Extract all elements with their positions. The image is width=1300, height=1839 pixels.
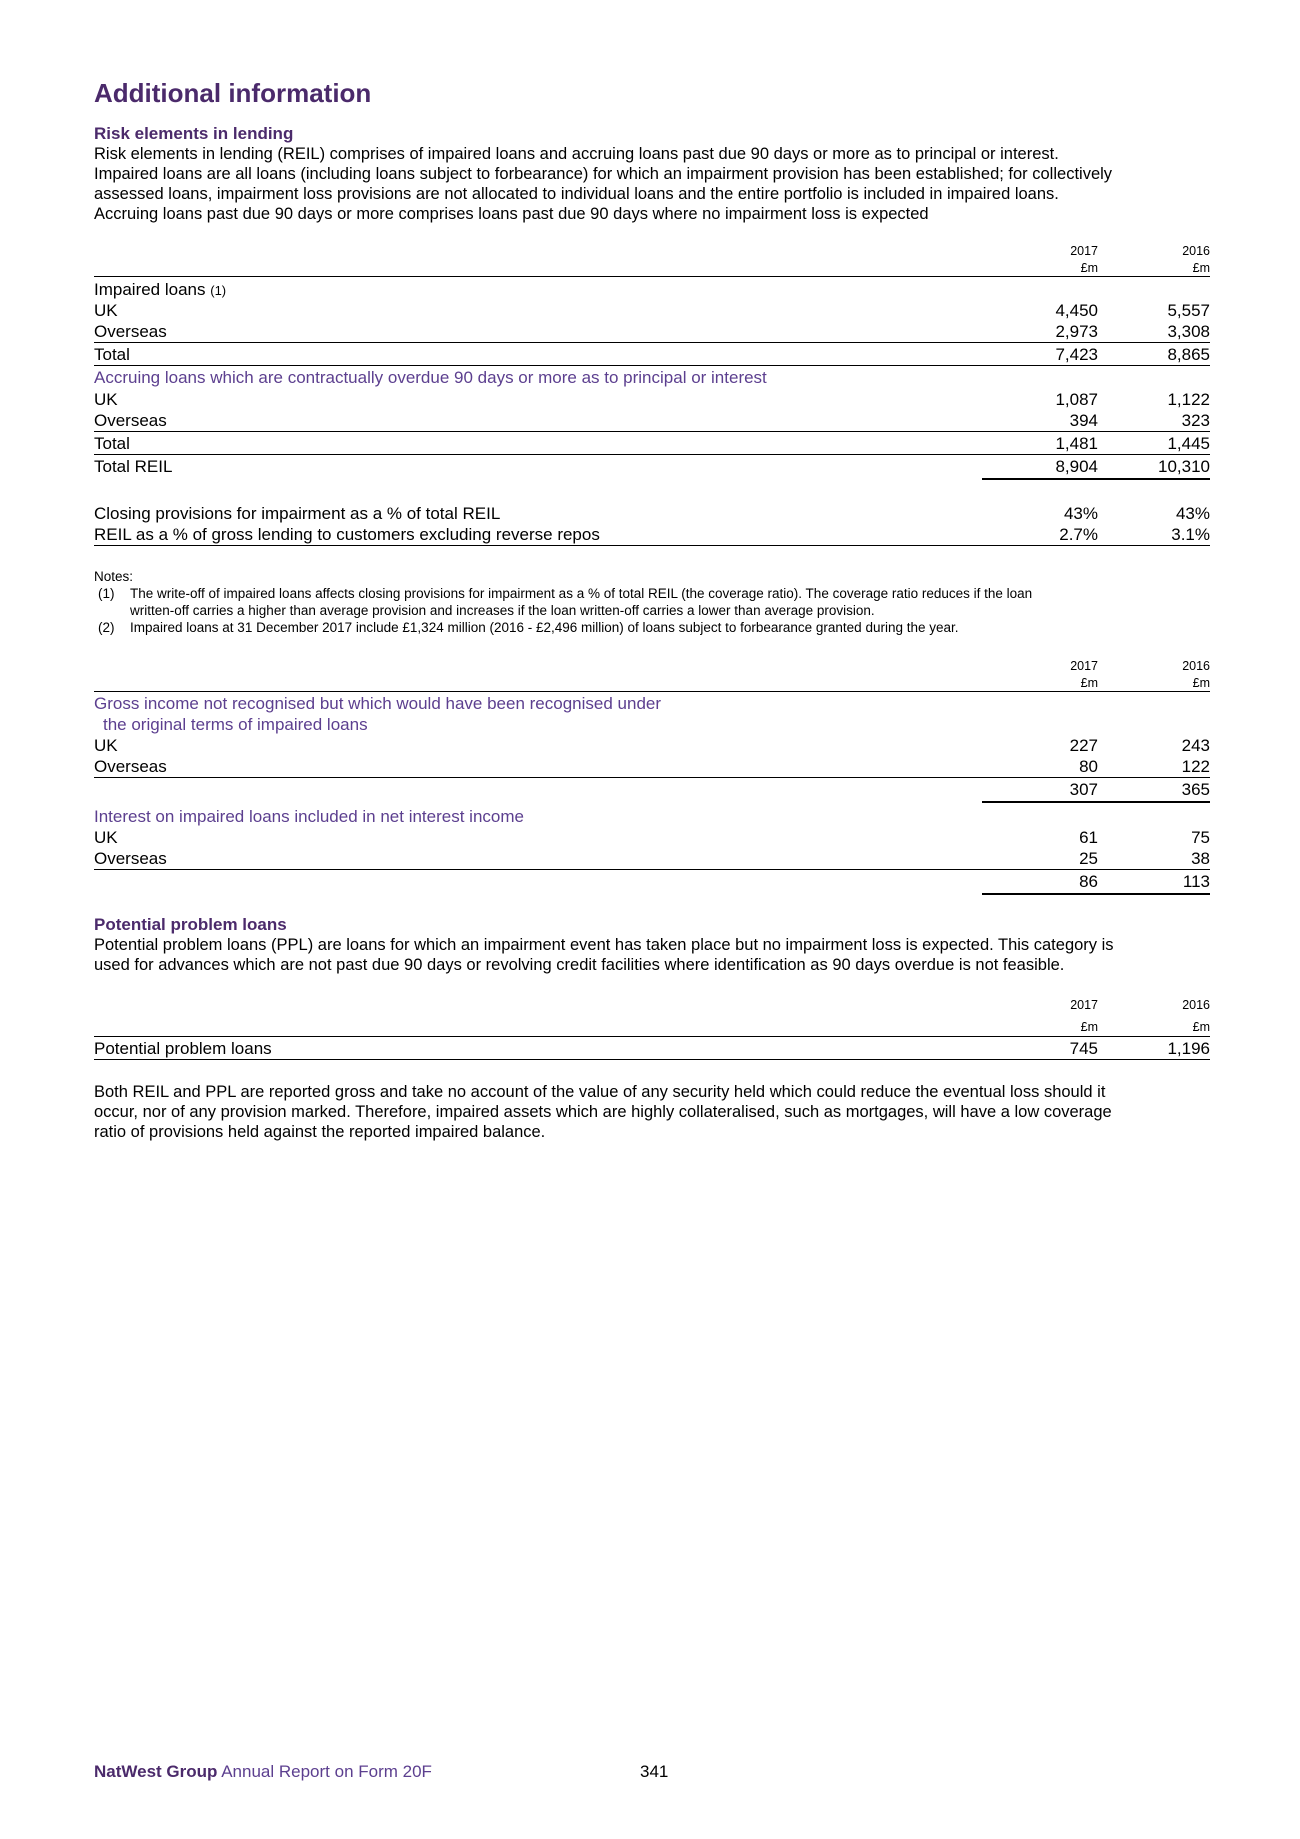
row-label: UK bbox=[94, 736, 118, 755]
col-year-2017: 2017 bbox=[1070, 659, 1098, 673]
footer-report-title: Annual Report on Form 20F bbox=[221, 1762, 432, 1781]
reil-heading: Risk elements in lending bbox=[94, 124, 294, 143]
total-reil-row bbox=[94, 456, 1210, 477]
value-2017: 227 bbox=[1069, 736, 1098, 755]
table-row bbox=[94, 410, 1210, 431]
col-unit-2016: £m bbox=[1192, 1020, 1210, 1034]
value-2017: 2.7% bbox=[1059, 525, 1098, 544]
table-rule bbox=[94, 869, 1210, 870]
footer-brand: NatWest Group bbox=[94, 1762, 218, 1781]
col-unit-2017: £m bbox=[1080, 676, 1098, 690]
value-2016: 1,445 bbox=[1167, 434, 1210, 453]
value-2017: 745 bbox=[1069, 1039, 1098, 1058]
row-label: UK bbox=[94, 301, 118, 320]
note-line: written-off carries a higher than average provision and increases if the loan written-off carries a lower than average provision. bbox=[130, 603, 875, 618]
value-2017: 307 bbox=[1069, 780, 1098, 799]
col-year-2017: 2017 bbox=[1070, 244, 1098, 258]
ppl-row bbox=[94, 1038, 1210, 1059]
interest-heading: Interest on impaired loans included in net interest income bbox=[94, 807, 524, 826]
closing-line: occur, nor of any provision marked. Therefore, impaired assets which are highly collateralised, such as mortgages, will have a low coverage bbox=[94, 1103, 1112, 1121]
value-2016: 43% bbox=[1175, 504, 1210, 523]
row-label: Potential problem loans bbox=[94, 1039, 272, 1058]
note-line: The write-off of impaired loans affects closing provisions for impairment as a % of total REIL (the coverage ratio). The coverage ratio reduces if the loan bbox=[130, 586, 1033, 601]
value-2016: 1,196 bbox=[1167, 1039, 1210, 1058]
row-label: UK bbox=[94, 390, 118, 409]
table-row bbox=[94, 827, 1210, 848]
note-number: (2) bbox=[98, 620, 115, 635]
value-2016: 323 bbox=[1181, 411, 1210, 430]
row-label: Total bbox=[94, 434, 130, 453]
table-rule bbox=[94, 276, 1210, 277]
value-2016: 75 bbox=[1191, 828, 1210, 847]
value-2016: 3,308 bbox=[1167, 322, 1210, 341]
impaired-loans-heading-row bbox=[94, 279, 1210, 300]
ppl-description bbox=[94, 935, 1210, 975]
note-line: Impaired loans at 31 December 2017 include £1,324 million (2016 - £2,496 million) of loans subject to forbearance granted during the year. bbox=[130, 620, 959, 635]
col-year-2016: 2016 bbox=[1182, 998, 1210, 1012]
value-2016: 1,122 bbox=[1167, 390, 1210, 409]
col-year-2016: 2016 bbox=[1182, 244, 1210, 258]
value-2016: 5,557 bbox=[1167, 301, 1210, 320]
accruing-heading-row bbox=[94, 367, 1210, 388]
table-row bbox=[94, 756, 1210, 777]
subtotal-row bbox=[94, 779, 1210, 800]
note-text bbox=[130, 585, 1032, 619]
gross-income-heading-row bbox=[94, 693, 1210, 714]
row-label: Overseas bbox=[94, 757, 167, 776]
row-label: Overseas bbox=[94, 411, 167, 430]
accruing-loans-heading: Accruing loans which are contractually overdue 90 days or more as to principal or interest bbox=[94, 368, 767, 387]
value-2016: 38 bbox=[1191, 849, 1210, 868]
page-number: 341 bbox=[640, 1762, 669, 1781]
table-rule bbox=[94, 545, 1210, 546]
closing-line: ratio of provisions held against the reported impaired balance. bbox=[94, 1123, 546, 1141]
table-rule bbox=[94, 691, 1210, 692]
row-label: Closing provisions for impairment as a % of total REIL bbox=[94, 504, 501, 523]
row-label: Overseas bbox=[94, 849, 167, 868]
value-2017: 43% bbox=[1063, 504, 1098, 523]
reil-description-line: Impaired loans are all loans (including loans subject to forbearance) for which an impairment provision has been established; for collectively bbox=[94, 165, 1113, 183]
col-unit-2017: £m bbox=[1080, 1020, 1098, 1034]
table-rule bbox=[94, 342, 1210, 343]
table-rule bbox=[94, 777, 1210, 778]
table-row bbox=[94, 321, 1210, 342]
reil-description bbox=[94, 144, 1210, 224]
value-2017: 8,904 bbox=[1055, 457, 1098, 476]
value-2016: 10,310 bbox=[1158, 457, 1210, 476]
col-unit-2016: £m bbox=[1192, 676, 1210, 690]
ppl-heading: Potential problem loans bbox=[94, 915, 287, 934]
reil-description-line: assessed loans, impairment loss provisions are not allocated to individual loans and the entire portfolio is included in impaired loans. bbox=[94, 185, 1059, 203]
total-rule bbox=[982, 801, 1210, 803]
interest-heading-row bbox=[94, 806, 1210, 827]
reil-description-line: Risk elements in lending (REIL) comprises of impaired loans and accruing loans past due 90 days or more as to principal or interest. bbox=[94, 145, 1059, 163]
gross-income-heading-cont: the original terms of impaired loans bbox=[103, 715, 368, 734]
reil-description-line: Accruing loans past due 90 days or more comprises loans past due 90 days where no impairment loss is expected bbox=[94, 205, 929, 223]
value-2017: 394 bbox=[1069, 411, 1098, 430]
value-2016: 8,865 bbox=[1167, 345, 1210, 364]
table-row bbox=[94, 300, 1210, 321]
impaired-loans-heading: Impaired loans bbox=[94, 280, 206, 299]
value-2017: 86 bbox=[1079, 872, 1098, 891]
value-2016: 113 bbox=[1182, 872, 1210, 891]
row-label: Total REIL bbox=[94, 457, 173, 476]
total-rule bbox=[982, 893, 1210, 895]
ppl-description-line: Potential problem loans (PPL) are loans for which an impairment event has taken place but no impairment loss is expected. This category is bbox=[94, 936, 1114, 954]
closing-line: Both REIL and PPL are reported gross and take no account of the value of any security held which could reduce the eventual loss should it bbox=[94, 1083, 1106, 1101]
note-text bbox=[130, 619, 959, 636]
value-2017: 25 bbox=[1079, 849, 1098, 868]
note-number: (1) bbox=[98, 586, 115, 601]
value-2017: 1,087 bbox=[1055, 390, 1098, 409]
ppl-description-line: used for advances which are not past due 90 days or revolving credit facilities where identification as 90 days overdue is not feasible. bbox=[94, 956, 1065, 974]
table-rule bbox=[94, 1036, 1210, 1037]
table-row bbox=[94, 735, 1210, 756]
row-label: UK bbox=[94, 828, 118, 847]
value-2016: 243 bbox=[1181, 736, 1210, 755]
table-row bbox=[94, 848, 1210, 869]
value-2017: 7,423 bbox=[1055, 345, 1098, 364]
value-2016: 122 bbox=[1181, 757, 1210, 776]
value-2017: 4,450 bbox=[1055, 301, 1098, 320]
table-rule bbox=[94, 365, 1210, 366]
page-title: Additional information bbox=[94, 78, 372, 108]
value-2016: 3.1% bbox=[1171, 525, 1210, 544]
row-label: Overseas bbox=[94, 322, 167, 341]
value-2017: 61 bbox=[1079, 828, 1098, 847]
col-year-2016: 2016 bbox=[1182, 659, 1210, 673]
col-year-2017: 2017 bbox=[1070, 998, 1098, 1012]
col-unit-2016: £m bbox=[1192, 261, 1210, 275]
closing-paragraph bbox=[94, 1082, 1210, 1142]
footer bbox=[94, 1762, 432, 1782]
table-row bbox=[94, 433, 1210, 454]
value-2017: 2,973 bbox=[1055, 322, 1098, 341]
value-2017: 80 bbox=[1079, 757, 1098, 776]
gross-income-heading: Gross income not recognised but which would have been recognised under bbox=[94, 694, 662, 713]
col-unit-2017: £m bbox=[1080, 261, 1098, 275]
table-row bbox=[94, 344, 1210, 365]
table-rule bbox=[94, 431, 1210, 432]
table-row bbox=[94, 389, 1210, 410]
table-rule bbox=[94, 1059, 1210, 1060]
notes-label: Notes: bbox=[94, 569, 134, 584]
note-ref: (1) bbox=[210, 283, 227, 298]
value-2016: 365 bbox=[1181, 780, 1210, 799]
table-rule bbox=[94, 454, 1210, 455]
row-label: REIL as a % of gross lending to customers excluding reverse repos bbox=[94, 525, 600, 544]
row-label: Total bbox=[94, 345, 130, 364]
subtotal-row bbox=[94, 871, 1210, 892]
total-rule bbox=[982, 478, 1210, 480]
ratio-row bbox=[94, 503, 1210, 524]
gross-income-heading-row bbox=[94, 714, 1210, 735]
ratio-row bbox=[94, 524, 1210, 545]
value-2017: 1,481 bbox=[1055, 434, 1098, 453]
